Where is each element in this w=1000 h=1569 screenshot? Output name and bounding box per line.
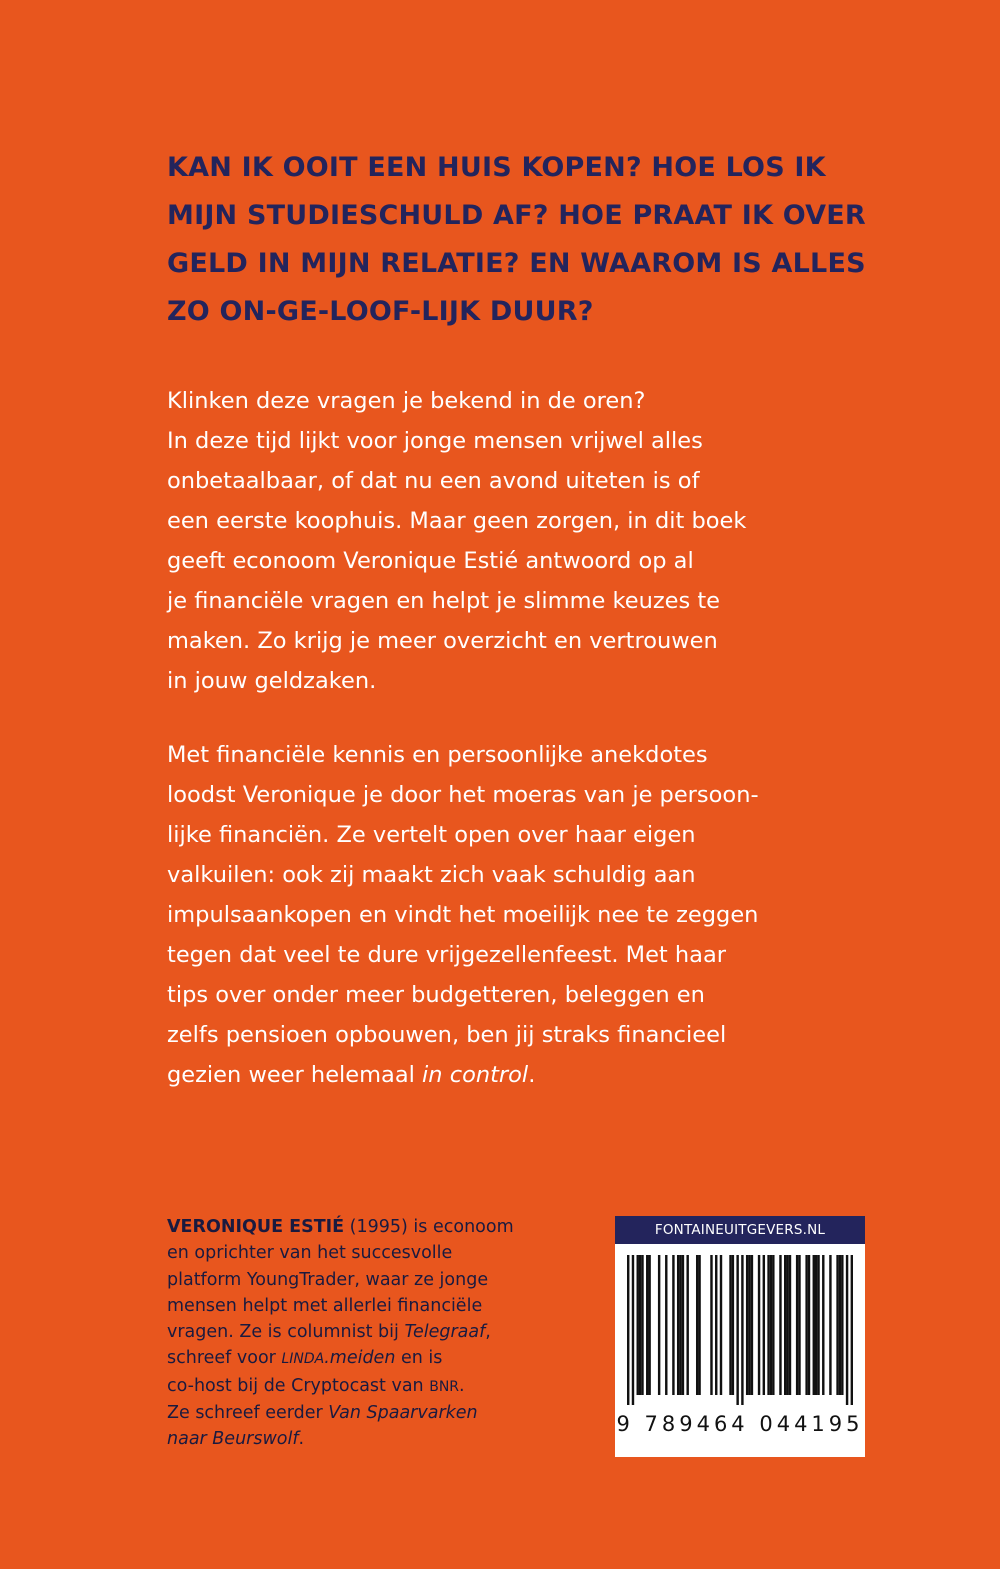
barcode-bar [746, 1255, 748, 1395]
barcode-bar [729, 1255, 731, 1395]
broadcaster-name: BNR [429, 1378, 460, 1395]
headline-line: MIJN STUDIESCHULD AF? HOE PRAAT IK OVER [167, 200, 866, 231]
blurb-line: zelfs pensioen opbouwen, ben jij straks financieel [167, 1022, 727, 1048]
bio-line [167, 1426, 587, 1452]
barcode-bar [696, 1255, 698, 1395]
blurb-line: geeft econoom Veronique Estié antwoord op al [167, 548, 694, 574]
barcode-bar [720, 1255, 722, 1395]
barcode-bar [836, 1255, 838, 1395]
bio-line [167, 1373, 587, 1400]
barcode-bar [751, 1255, 753, 1395]
barcode-bar [741, 1255, 743, 1405]
barcode-bar [658, 1255, 660, 1395]
barcode-bar [817, 1255, 819, 1395]
bio-line [167, 1319, 587, 1345]
blurb-line: valkuilen: ook zij maakt zich vaak schuldig aan [167, 862, 696, 888]
barcode-bar [641, 1255, 643, 1395]
blurb-line: loodst Veronique je door het moeras van je persoon- [167, 782, 759, 808]
barcode-bar [736, 1255, 738, 1405]
barcode-bar [767, 1255, 769, 1395]
blurb-line: in jouw geldzaken. [167, 668, 377, 694]
blurb-line: tips over onder meer budgetteren, beleggen en [167, 982, 705, 1008]
barcode-bar [639, 1255, 641, 1395]
blurb-line: In deze tijd lijkt voor jonge mensen vrijwel alles [167, 428, 703, 454]
author-name: VERONIQUE ESTIÉ [167, 1217, 345, 1237]
barcode-bar [648, 1255, 650, 1395]
magazine-title-smallcaps: LINDA [281, 1351, 325, 1368]
blurb-paragraph-1 [167, 381, 887, 701]
barcode-bar [770, 1255, 772, 1395]
barcode-bar [846, 1255, 848, 1405]
barcode-bar [682, 1255, 684, 1395]
barcode-bar [822, 1255, 824, 1395]
bio-text: vragen. Ze is columnist bij [167, 1322, 405, 1343]
barcode-bar [763, 1255, 765, 1395]
headline-line: ZO ON-GE-LOOF-LIJK DUUR? [167, 296, 594, 327]
barcode-bar [748, 1255, 750, 1395]
newspaper-title: Telegraaf [404, 1322, 486, 1343]
blurb-line: Klinken deze vragen je bekend in de oren? [167, 388, 646, 414]
barcode-bar [841, 1255, 843, 1395]
barcode-bar [779, 1255, 781, 1395]
bio-text: Ze schreef eerder [167, 1403, 329, 1424]
blurb-line: onbetaalbaar, of dat nu een avond uiteten is of [167, 468, 700, 494]
barcode-bar [808, 1255, 810, 1395]
blurb-line: lijke financiën. Ze vertelt open over haar eigen [167, 822, 696, 848]
barcode-bar [798, 1255, 800, 1395]
author-bio [167, 1214, 587, 1453]
bio-text: en is [395, 1348, 443, 1369]
barcode-bar [679, 1255, 681, 1395]
blurb-line: impulsaankopen en vindt het moeilijk nee te zeggen [167, 902, 759, 928]
bio-line [167, 1214, 587, 1240]
blurb-line: tegen dat veel te dure vrijgezellenfeest. Met haar [167, 942, 726, 968]
previous-book-title: naar Beurswolf [167, 1429, 299, 1450]
magazine-title-suffix: .meiden [324, 1348, 396, 1369]
bio-text: co-host bij de Cryptocast van [167, 1375, 430, 1396]
barcode-bar [851, 1255, 853, 1405]
barcode-bar [632, 1255, 634, 1405]
barcode-box [615, 1244, 865, 1457]
isbn-number: 9 789464 044195 [616, 1412, 864, 1436]
barcode-bar [698, 1255, 700, 1395]
barcode-bar [637, 1255, 639, 1395]
barcode-bar [758, 1255, 760, 1395]
bio-line [167, 1345, 587, 1372]
bio-line: mensen helpt met allerlei financiële [167, 1295, 483, 1316]
blurb-text: . [528, 1062, 536, 1088]
bio-line: en oprichter van het succesvolle [167, 1243, 453, 1264]
publisher-website: FONTAINEUITGEVERS.NL [615, 1216, 865, 1244]
magazine-title [281, 1348, 395, 1368]
blurb-paragraph-2 [167, 735, 887, 1095]
bio-text: . [298, 1429, 305, 1450]
blurb-line: je financiële vragen en helpt je slimme keuzes te [167, 588, 721, 614]
blurb-line: een eerste koophuis. Maar geen zorgen, in dit boek [167, 508, 747, 534]
barcode-bar [686, 1255, 688, 1395]
barcode-bar [796, 1255, 798, 1395]
headline-line: KAN IK OOIT EEN HUIS KOPEN? HOE LOS IK [167, 152, 826, 183]
barcode-icon [627, 1255, 853, 1405]
headline-line: GELD IN MIJN RELATIE? EN WAAROM IS ALLES [167, 248, 866, 279]
barcode-bar [665, 1255, 667, 1395]
barcode-bar [715, 1255, 717, 1395]
blurb-line-last [167, 1055, 887, 1095]
bio-line [167, 1400, 587, 1426]
bio-line: platform YoungTrader, waar ze jonge [167, 1269, 489, 1290]
barcode-bar [772, 1255, 774, 1395]
blurb-line: maken. Zo krijg je meer overzicht en vertrouwen [167, 628, 718, 654]
bio-text: schreef voor [167, 1348, 282, 1369]
blurb-italic-phrase: in control [422, 1062, 529, 1088]
bio-text: , [485, 1322, 491, 1343]
barcode-bar [829, 1255, 831, 1395]
blurb-text: gezien weer helemaal [167, 1062, 423, 1088]
barcode-bar [839, 1255, 841, 1395]
blurb-line: Met financiële kennis en persoonlijke anekdotes [167, 742, 708, 768]
back-cover-headline [167, 144, 887, 336]
bio-text: . [459, 1375, 465, 1396]
barcode-bar [732, 1255, 734, 1395]
barcode-bar [786, 1255, 788, 1395]
barcode-bar [813, 1255, 815, 1395]
barcode-bar [646, 1255, 648, 1395]
barcode-bar [710, 1255, 712, 1395]
bio-text: (1995) is econoom [344, 1217, 514, 1237]
barcode-bar [784, 1255, 786, 1395]
barcode-bar [627, 1255, 629, 1405]
barcode-bar [789, 1255, 791, 1395]
previous-book-title: Van Spaarvarken [328, 1403, 478, 1424]
barcode-bar [677, 1255, 679, 1395]
barcode-bar [805, 1255, 807, 1395]
barcode-bar [815, 1255, 817, 1395]
barcode-bar [672, 1255, 674, 1395]
